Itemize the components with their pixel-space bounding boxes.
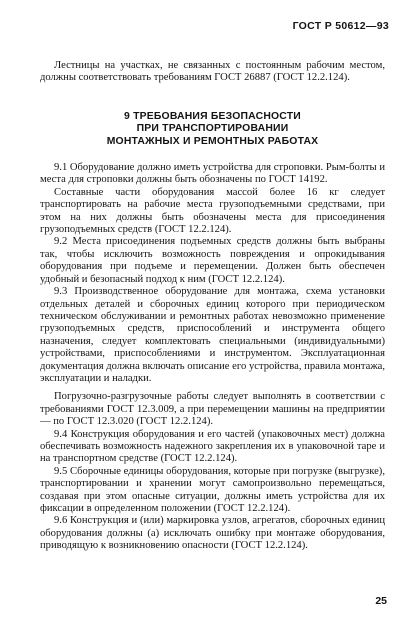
section-title <box>40 111 385 148</box>
page-content <box>40 60 385 553</box>
paragraph-9-3-cont: Погрузочно-разгрузочные работы следует выполнять в соответствии с требованиями ГОСТ 12.3.009, а при перемещении машины на предприятии — по ГОСТ 12.3.020 (ГОСТ 12.2.124). <box>40 391 385 428</box>
standard-header: ГОСТ Р 50612—93 <box>292 20 389 32</box>
paragraph-9-6: 9.6 Конструкция и (или) маркировка узлов, агрегатов, сборочных единиц оборудования должны (а) исключать ошибку при монтаже оборудования, приводящую к возникновению опасности (ГОСТ 12.2.124). <box>40 515 385 552</box>
intro-paragraph: Лестницы на участках, не связанных с постоянным рабочим местом, должны соответствовать требованиям ГОСТ 26887 (ГОСТ 12.2.124). <box>40 60 385 84</box>
section-title-line: МОНТАЖНЫХ И РЕМОНТНЫХ РАБОТАХ <box>106 135 319 147</box>
paragraph-9-3: 9.3 Производственное оборудование для монтажа, схема установки отдельных деталей и сборочных единиц которого при периодическом техническом обслуживании и ремонтных работах невозможно применение грузоподъемных средств, приспособлений и инструмента общего назначения, следует комплектовать специальными (индивидуальными) устройствами, приспособлениями и инструментом. Эксплуатационная документация должна включать описание его устройства, правила монтажа, эксплуатации и наладки. <box>40 286 385 384</box>
paragraph-9-1-cont: Составные части оборудования массой более 16 кг следует транспортировать на рабочие места грузоподъемными средствами, при этом на них должны быть обозначены места для присоединения грузоподъемных средств (ГОСТ 12.2.124). <box>40 186 385 236</box>
section-title-line: 9 ТРЕБОВАНИЯ БЕЗОПАСНОСТИ <box>124 110 301 122</box>
paragraph-9-5: 9.5 Сборочные единицы оборудования, которые при погрузке (выгрузке), транспортировании и хранении могут самопроизвольно перемещаться, создавая при этом опасные ситуации, должны иметь устройства для их фиксации в определенном положении (ГОСТ 12.2.124). <box>40 465 385 514</box>
paragraph-9-2: 9.2 Места присоединения подъемных средств должны быть выбраны так, чтобы исключить возможность повреждения и опрокидывания оборудования при подъеме и перемещении. Должен быть обеспечен удобный и безопасный подход к ним (ГОСТ 12.2.124). <box>40 236 385 285</box>
section-title-line: ПРИ ТРАНСПОРТИРОВАНИИ <box>136 123 289 135</box>
page-number: 25 <box>375 595 387 607</box>
paragraph-9-1: 9.1 Оборудование должно иметь устройства для строповки. Рым-болты и места для строповки должны быть обозначены по ГОСТ 14192. <box>40 162 385 186</box>
paragraph-9-4: 9.4 Конструкция оборудования и его частей (упаковочных мест) должна обеспечивать возможность надежного закрепления их в упаковочной таре и на транспортном средстве (ГОСТ 12.2.124). <box>40 428 385 465</box>
